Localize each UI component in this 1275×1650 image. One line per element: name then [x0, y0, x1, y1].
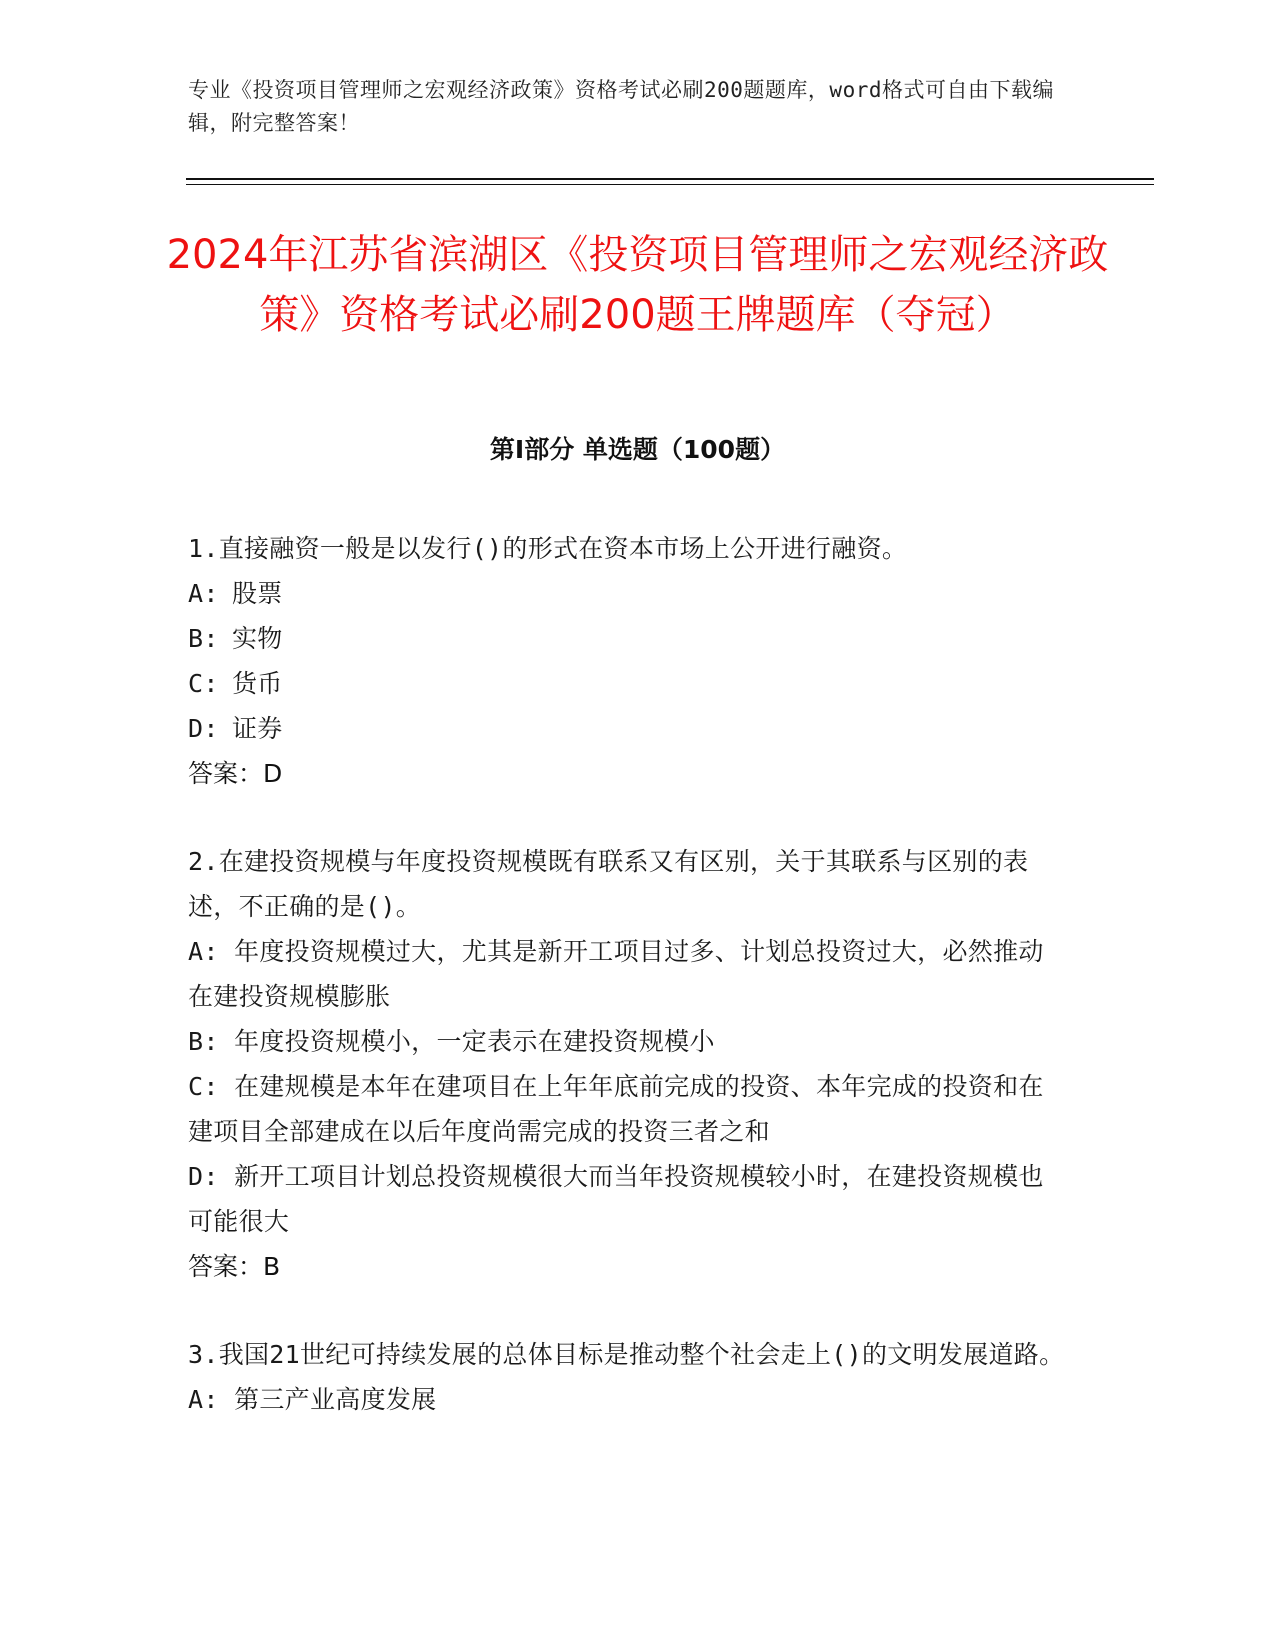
option-key: A: [188, 579, 219, 608]
answer-line: 答案：B [188, 1252, 281, 1281]
option-c [188, 661, 1068, 706]
option-key: C: [188, 1072, 219, 1101]
option-b [188, 1019, 1068, 1064]
option-c [188, 1064, 1068, 1154]
answer-line: 答案：D [188, 759, 283, 788]
option-a [188, 929, 1068, 1019]
option-b [188, 616, 1068, 661]
header-divider-thin [186, 184, 1154, 185]
option-text: 新开工项目计划总投资规模很大而当年投资规模较小时，在建投资规模也可能很大 [188, 1162, 1044, 1236]
header-divider-thick [186, 178, 1154, 180]
question-1 [188, 526, 1068, 796]
option-key: B: [188, 1027, 219, 1056]
option-key: B: [188, 624, 219, 653]
option-key: A: [188, 1385, 219, 1414]
question-3 [188, 1332, 1068, 1422]
question-stem: 1.直接融资一般是以发行()的形式在资本市场上公开进行融资。 [188, 534, 908, 563]
option-text: 第三产业高度发展 [234, 1385, 437, 1414]
question-stem: 3.我国21世纪可持续发展的总体目标是推动整个社会走上()的文明发展道路。 [188, 1340, 1065, 1369]
option-text: 股票 [232, 579, 283, 608]
option-key: D: [188, 1162, 219, 1191]
option-text: 货币 [232, 669, 283, 698]
section-title: 第Ⅰ部分 单选题（100题） [489, 435, 786, 464]
document-title: 2024年江苏省滨湖区《投资项目管理师之宏观经济政策》资格考试必刷200题王牌题库（夺冠） [166, 232, 1109, 338]
option-a [188, 1377, 1068, 1422]
question-spacer [188, 796, 1068, 839]
question-list [188, 526, 1068, 1422]
question-spacer [188, 1289, 1068, 1332]
question-2 [188, 839, 1068, 1289]
option-key: A: [188, 937, 219, 966]
option-key: D: [188, 714, 219, 743]
option-text: 在建规模是本年在建项目在上年年底前完成的投资、本年完成的投资和在建项目全部建成在以后年度尚需完成的投资三者之和 [188, 1072, 1044, 1146]
option-text: 年度投资规模小，一定表示在建投资规模小 [234, 1027, 715, 1056]
option-key: C: [188, 669, 219, 698]
option-text: 年度投资规模过大，尤其是新开工项目过多、计划总投资过大，必然推动在建投资规模膨胀 [188, 937, 1044, 1011]
option-d [188, 1154, 1068, 1244]
option-text: 实物 [232, 624, 283, 653]
option-d [188, 706, 1068, 751]
option-a [188, 571, 1068, 616]
header-note: 专业《投资项目管理师之宏观经济政策》资格考试必刷200题题库，word格式可自由下载编辑，附完整答案！ [188, 78, 1054, 135]
option-text: 证券 [232, 714, 283, 743]
question-stem: 2.在建投资规模与年度投资规模既有联系又有区别，关于其联系与区别的表述，不正确的是()。 [188, 847, 1029, 921]
